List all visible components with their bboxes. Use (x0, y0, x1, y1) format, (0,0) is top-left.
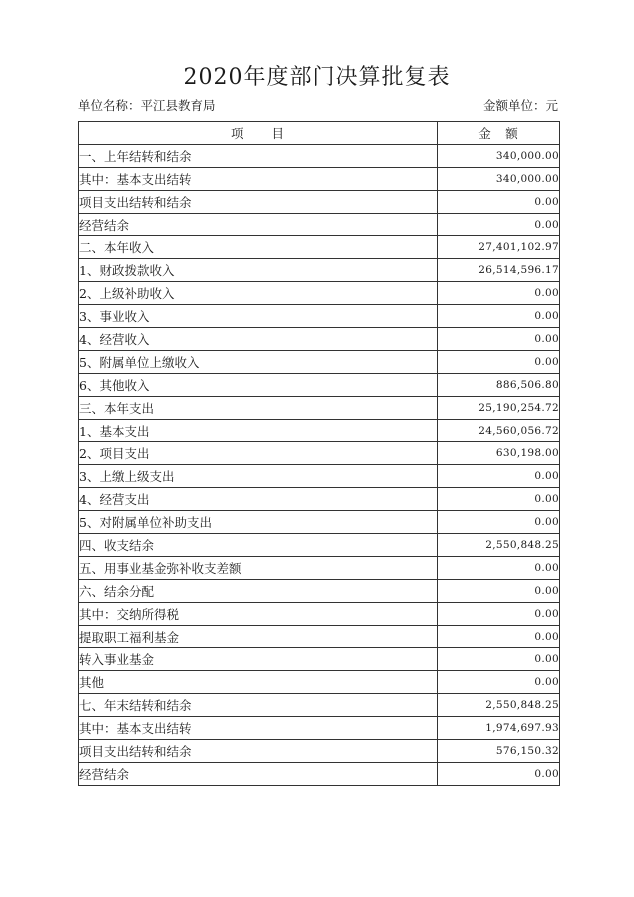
currency-unit-label: 金额单位：元 (482, 98, 558, 113)
table-row (79, 259, 560, 282)
row-item-label: 一、上年结转和结余 (79, 144, 438, 167)
row-item-label: 三、本年支出 (79, 396, 438, 419)
row-item-label: 二、本年收入 (79, 236, 438, 259)
row-amount-value: 2,550,848.25 (438, 534, 560, 557)
table-row (79, 282, 560, 305)
row-item-label: 5、附属单位上缴收入 (79, 350, 438, 373)
row-item-label: 转入事业基金 (79, 648, 438, 671)
row-item-label: 5、对附属单位补助支出 (79, 511, 438, 534)
row-amount-value: 340,000.00 (438, 167, 560, 190)
row-amount-value: 576,150.32 (438, 740, 560, 763)
column-header-item: 项 目 (79, 122, 438, 145)
row-item-label: 经营结余 (79, 762, 438, 785)
table-header-row (79, 122, 560, 145)
document-meta (78, 96, 558, 116)
row-amount-value: 1,974,697.93 (438, 717, 560, 740)
row-amount-value: 0.00 (438, 648, 560, 671)
table-row (79, 396, 560, 419)
row-item-label: 2、项目支出 (79, 442, 438, 465)
table-row (79, 625, 560, 648)
row-amount-value: 0.00 (438, 671, 560, 694)
table-row (79, 328, 560, 351)
table-row (79, 305, 560, 328)
table-row (79, 534, 560, 557)
row-item-label: 五、用事业基金弥补收支差额 (79, 556, 438, 579)
table-row (79, 762, 560, 785)
row-item-label: 六、结余分配 (79, 579, 438, 602)
row-item-label: 四、收支结余 (79, 534, 438, 557)
page-title: 2020年度部门决算批复表 (183, 65, 451, 90)
row-item-label: 经营结余 (79, 213, 438, 236)
row-amount-value: 0.00 (438, 282, 560, 305)
budget-approval-table (78, 121, 560, 786)
row-amount-value: 2,550,848.25 (438, 694, 560, 717)
table-row (79, 556, 560, 579)
row-item-label: 3、事业收入 (79, 305, 438, 328)
row-item-label: 3、上缴上级支出 (79, 465, 438, 488)
row-amount-value: 630,198.00 (438, 442, 560, 465)
row-amount-value: 27,401,102.97 (438, 236, 560, 259)
row-amount-value: 24,560,056.72 (438, 419, 560, 442)
row-amount-value: 0.00 (438, 465, 560, 488)
row-amount-value: 0.00 (438, 305, 560, 328)
row-amount-value: 886,506.80 (438, 373, 560, 396)
row-item-label: 6、其他收入 (79, 373, 438, 396)
row-item-label: 4、经营支出 (79, 488, 438, 511)
row-amount-value: 0.00 (438, 602, 560, 625)
unit-name-label: 单位名称：平江县教育局 (78, 98, 216, 113)
table-row (79, 740, 560, 763)
row-item-label: 提取职工福利基金 (79, 625, 438, 648)
row-item-label: 其中：基本支出结转 (79, 167, 438, 190)
row-amount-value: 0.00 (438, 511, 560, 534)
table-row (79, 144, 560, 167)
table-row (79, 648, 560, 671)
row-amount-value: 0.00 (438, 350, 560, 373)
row-amount-value: 0.00 (438, 762, 560, 785)
table-row (79, 694, 560, 717)
row-amount-value: 25,190,254.72 (438, 396, 560, 419)
table-row (79, 602, 560, 625)
row-item-label: 1、基本支出 (79, 419, 438, 442)
table-row (79, 167, 560, 190)
row-amount-value: 0.00 (438, 579, 560, 602)
row-amount-value: 340,000.00 (438, 144, 560, 167)
table-row (79, 717, 560, 740)
row-amount-value: 26,514,596.17 (438, 259, 560, 282)
table-row (79, 373, 560, 396)
table-body (79, 144, 560, 785)
table-row (79, 442, 560, 465)
row-item-label: 其中：交纳所得税 (79, 602, 438, 625)
table-row (79, 511, 560, 534)
row-amount-value: 0.00 (438, 556, 560, 579)
table-row (79, 419, 560, 442)
row-amount-value: 0.00 (438, 213, 560, 236)
row-amount-value: 0.00 (438, 328, 560, 351)
row-item-label: 项目支出结转和结余 (79, 740, 438, 763)
table-row (79, 579, 560, 602)
table-row (79, 236, 560, 259)
column-header-amount: 金 额 (438, 122, 560, 145)
row-item-label: 其他 (79, 671, 438, 694)
row-item-label: 1、财政拨款收入 (79, 259, 438, 282)
table-row (79, 350, 560, 373)
row-amount-value: 0.00 (438, 488, 560, 511)
table-row (79, 213, 560, 236)
row-amount-value: 0.00 (438, 625, 560, 648)
row-item-label: 其中：基本支出结转 (79, 717, 438, 740)
row-item-label: 2、上级补助收入 (79, 282, 438, 305)
row-item-label: 4、经营收入 (79, 328, 438, 351)
row-item-label: 七、年末结转和结余 (79, 694, 438, 717)
table-row (79, 488, 560, 511)
table-row (79, 465, 560, 488)
table-row (79, 190, 560, 213)
row-amount-value: 0.00 (438, 190, 560, 213)
row-item-label: 项目支出结转和结余 (79, 190, 438, 213)
table-row (79, 671, 560, 694)
